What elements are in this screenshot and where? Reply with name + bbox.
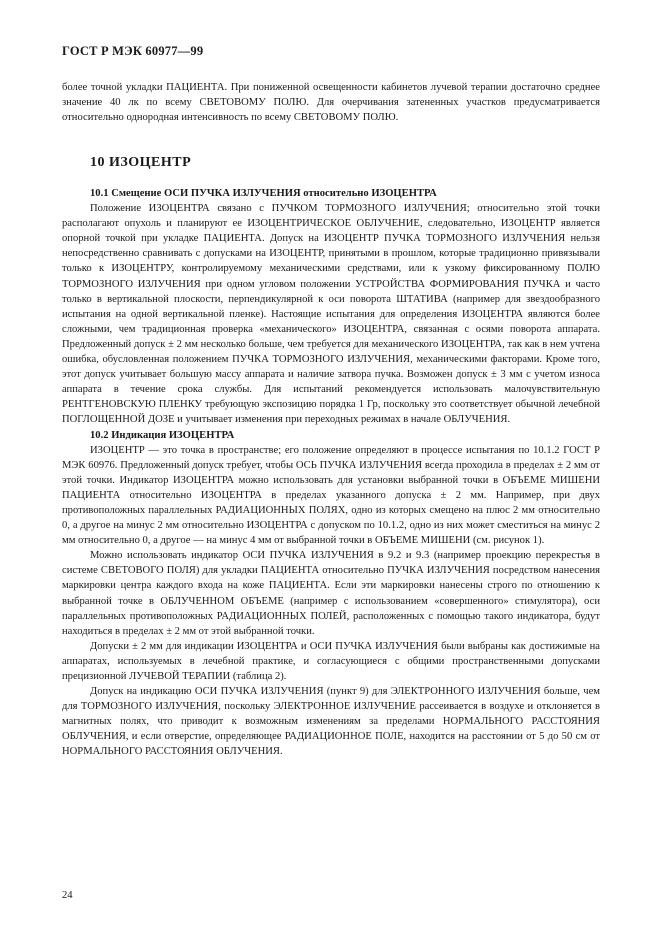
intro-paragraph: более точной укладки ПАЦИЕНТА. При пониженной освещенности кабинетов лучевой терапии достаточно среднее значение 40 лк по всему СВЕТОВОМУ ПОЛЮ. Для очерчивания затененных участков предусматривается относительно однородная интенсивность по всему СВЕТОВОМУ ПОЛЮ.: [62, 82, 600, 124]
paragraph-10-2-4: Допуск на индикацию ОСИ ПУЧКА ИЗЛУЧЕНИЯ (пункт 9) для ЭЛЕКТРОННОГО ИЗЛУЧЕНИЯ больше, чем для ТОРМОЗНОГО ИЗЛУЧЕНИЯ, поскольку ЭЛЕКТРОННОЕ ИЗЛУЧЕНИЕ рассеивается в воздухе и отклоняется в магнитных полях, что приводит к возможным изменениям за пределами НОРМАЛЬНОГО РАССТОЯНИЯ ОБЛУЧЕНИЯ, и если отверстие, определяющее РАДИАЦИОННОЕ ПОЛЕ, находится на расстоянии от 5 до 50 см от НОРМАЛЬНОГО РАССТОЯНИЯ ОБЛУЧЕНИЯ.: [62, 686, 600, 758]
subsection-heading-10-2: 10.2 Индикация ИЗОЦЕНТРА: [90, 429, 235, 441]
paragraph-10-2-1: ИЗОЦЕНТР — это точка в пространстве; его положение определяют в процессе испытания по 10.1.2 ГОСТ Р МЭК 60976. Предложенный допуск требует, чтобы ОСЬ ПУЧКА ИЗЛУЧЕНИЯ всегда проходила в пределах ± 2 мм от этой точки. Индикатор ИЗОЦЕНТРА можно использовать для установки выбранной точки в ОБЪЕМЕ МИШЕНИ ПАЦИЕНТА относительно ИЗОЦЕНТРА в пределах указанного допуска ± 2 мм. Например, при двух противоположных параллельных РАДИАЦИОННЫХ ПОЛЯХ, одно из которых смещено на плюс 2 мм относительно 0, а другое на минус 2 мм относительно ИЗОЦЕНТРА с допуском по 10.1.2, одно из них может сместиться на минус 2 мм относительно 0, а другое — на минус 4 мм от выбранной точки в ОБЪЕМЕ МИШЕНИ (см. рисунок 1).: [62, 444, 600, 547]
document-header: ГОСТ Р МЭК 60977—99: [62, 44, 204, 58]
paragraph-10-2-2: Можно использовать индикатор ОСИ ПУЧКА ИЗЛУЧЕНИЯ в 9.2 и 9.3 (например проекцию перекрестья в системе СВЕТОВОГО ПОЛЯ) для укладки ПАЦИЕНТА относительно ПУЧКА ИЗЛУЧЕНИЯ посредством нанесения маркировки центра каждого входа на коже ПАЦИЕНТА. Если эти маркировки нанесены строго по отношению к выбранной точке в ОБЛУЧЕННОМ ОБЪЕМЕ (например с использованием «совершенного» стимулятора), оси параллельных противоположных РАДИАЦИОННЫХ ПОЛЕЙ, расположенных с помощью такого индикатора, будут находиться в пределах ± 2 мм от этой выбранной точки.: [62, 550, 600, 637]
subsection-heading-10-1: 10.1 Смещение ОСИ ПУЧКА ИЗЛУЧЕНИЯ относительно ИЗОЦЕНТРА: [90, 188, 437, 199]
section-title: 10 ИЗОЦЕНТР: [90, 155, 192, 170]
page-number: 24: [62, 890, 73, 901]
paragraph-10-1-1: Положение ИЗОЦЕНТРА связано с ПУЧКОМ ТОРМОЗНОГО ИЗЛУЧЕНИЯ; относительно этой точки располагают опухоль и планируют ее ИЗОЦЕНТРИЧЕСКОЕ ОБЛУЧЕНИЕ, следовательно, ИЗОЦЕНТР является опорной точкой при укладке ПАЦИЕНТА. Допуск на ИЗОЦЕНТР ПУЧКА ТОРМОЗНОГО ИЗЛУЧЕНИЯ нельзя непосредственно сравнивать с допусками на ИЗОЦЕНТР, принятыми в прошлом, которые традиционно привязывали только к ИЗОЦЕНТРУ, контролируемому механическими средствами, или к узкому фиксированному ПОЛЮ ТОРМОЗНОГО ИЗЛУЧЕНИЯ при одном угловом положении УСТРОЙСТВА ФОРМИРОВАНИЯ ПУЧКА и часто только в вертикальной плоскости, перпендикулярной к оси поворота ШТАТИВА (например для звездообразного испытания на одной вертикальной пленке). Настоящие испытания для определения ИЗОЦЕНТРА являются более сложными, чем традиционная проверка «механического» ИЗОЦЕНТРА, связанная с осями поворота аппарата. Предложенный допуск ± 2 мм несколько больше, чем требуется для механического ИЗОЦЕНТРА, так как в нем учтена ошибка, обусловленная положением ПУЧКА ТОРМОЗНОГО ИЗЛУЧЕНИЯ, механическими факторами. Кроме того, этот допуск учитывает большую массу аппарата и наличие затвора пучка. Возможен допуск ± 3 мм с учетом износа аппарата в течение срока службы. Для испытаний рекомендуется использовать малочувствительную РЕНТГЕНОВСКУЮ ПЛЕНКУ требующую экспозицию порядка 1 Гр, поскольку это соответствует обычной лечебной ПОГЛОЩЕННОЙ ДОЗЕ и учитывает изменения при переходных режимах в начале ОБЛУЧЕНИЯ.: [62, 203, 600, 426]
intro-paragraph-block: [62, 80, 600, 126]
section-body: [62, 186, 600, 760]
paragraph-10-2-3: Допуски ± 2 мм для индикации ИЗОЦЕНТРА и ОСИ ПУЧКА ИЗЛУЧЕНИЯ были выбраны как достижимые на аппаратах, используемых в лечебной практике, и согласующиеся с общими пространственными допусками прецизионной ЛУЧЕВОЙ ТЕРАПИИ (таблица 2).: [62, 640, 600, 682]
